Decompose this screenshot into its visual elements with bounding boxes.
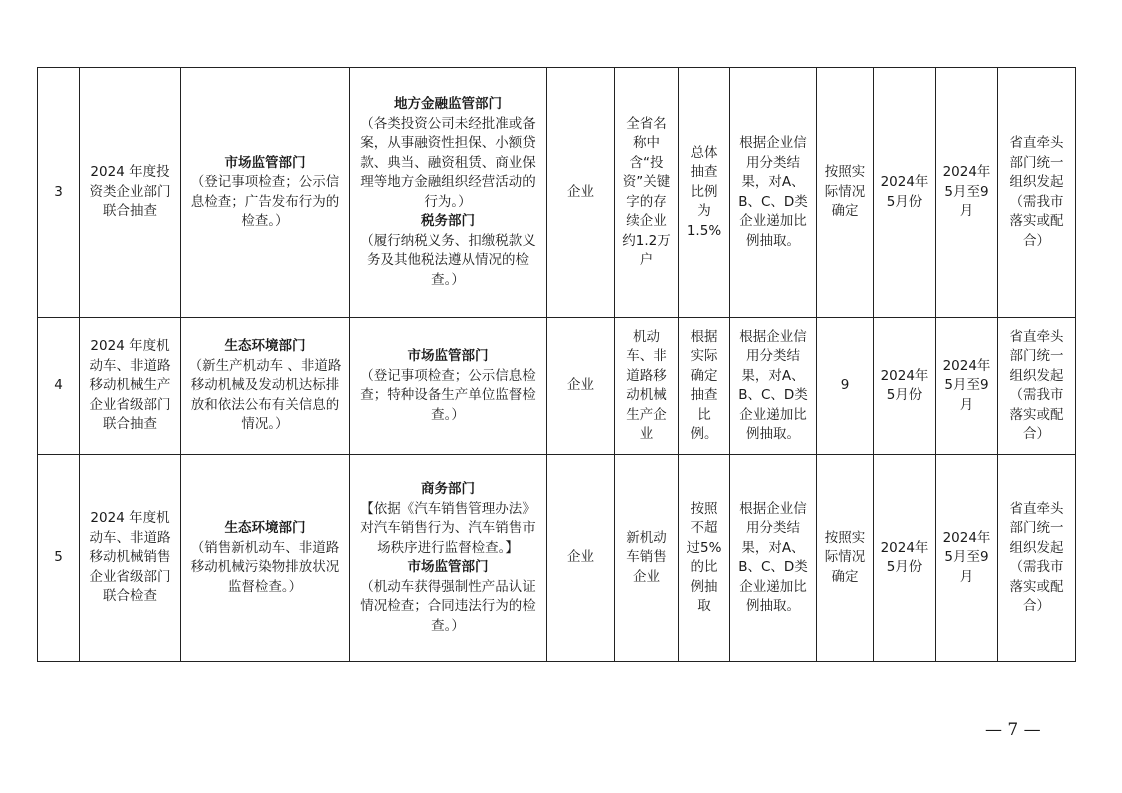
lead-department-cell (181, 455, 350, 662)
remarks: 省直牵头部门统一组织发起（需我市落实或配合） (998, 318, 1076, 455)
inspection-plan-table (37, 67, 1076, 662)
task-name: 2024 年度机动车、非道路移动机械销售企业省级部门联合检查 (80, 455, 181, 662)
table-row (38, 68, 1076, 318)
joint-department-name: 商务部门 (421, 481, 475, 497)
inspection-scope: 机动车、非道路移动机械生产企业 (615, 318, 679, 455)
joint-departments-cell (350, 68, 547, 318)
table-row (38, 318, 1076, 455)
inspection-scope: 新机动车销售企业 (615, 455, 679, 662)
lead-department-cell (181, 68, 350, 318)
lead-department-name: 市场监管部门 (224, 154, 306, 171)
remarks: 省直牵头部门统一组织发起（需我市落实或配合） (998, 455, 1076, 662)
lead-department-items: （销售新机动车、非道路移动机械污染物排放状况监督检查。） (190, 539, 340, 595)
implementation-period: 2024年5月至9月 (936, 68, 998, 318)
lead-department-items: （登记事项检查；公示信息检查；广告发布行为的检查。） (190, 174, 340, 229)
task-name: 2024 年度机动车、非道路移动机械生产企业省级部门联合抽查 (80, 318, 181, 455)
sampling-ratio: 总体抽查比例为1.5% (679, 68, 730, 318)
implementation-period: 2024年5月至9月 (936, 455, 998, 662)
joint-department-name: 市场监管部门 (407, 348, 489, 364)
joint-departments-cell (350, 318, 547, 455)
implementation-period: 2024年5月至9月 (936, 318, 998, 455)
sampling-method: 根据企业信用分类结果，对A、B、C、D类企业递加比例抽取。 (730, 68, 817, 318)
sampling-ratio: 根据实际确定抽查比例。 (679, 318, 730, 455)
lead-department-name: 生态环境部门 (224, 520, 306, 536)
start-time: 2024年5月份 (874, 455, 936, 662)
object-type: 企业 (547, 455, 615, 662)
inspection-count: 按照实际情况确定 (817, 455, 874, 662)
row-number: 4 (38, 318, 80, 455)
object-type: 企业 (547, 318, 615, 455)
row-number: 5 (38, 455, 80, 662)
sampling-method: 根据企业信用分类结果，对A、B、C、D类企业递加比例抽取。 (730, 318, 817, 455)
inspection-count: 按照实际情况确定 (817, 68, 874, 318)
joint-department-name: 地方金融监管部门 (394, 96, 502, 112)
sampling-method: 根据企业信用分类结果，对A、B、C、D类企业递加比例抽取。 (730, 455, 817, 662)
inspection-scope: 全省名称中含“投资”关键字的存续企业约1.2万户 (615, 68, 679, 318)
object-type: 企业 (547, 68, 615, 318)
joint-department-items: （登记事项检查；公示信息检查；特种设备生产单位监督检查。） (360, 367, 536, 423)
joint-departments-cell (350, 455, 547, 662)
inspection-count: 9 (817, 318, 874, 455)
lead-department-cell (181, 318, 350, 455)
remarks: 省直牵头部门统一组织发起（需我市落实或配合） (998, 68, 1076, 318)
lead-department-items: （新生产机动车 、非道路移动机械及发动机达标排放和依法公布有关信息的情况。） (188, 357, 342, 433)
task-name: 2024 年度投资类企业部门联合抽查 (80, 68, 181, 318)
joint-department-items: （履行纳税义务、扣缴税款义务及其他税法遵从情况的检查。） (360, 232, 536, 288)
joint-department-items: （各类投资公司未经批准或备案，从事融资性担保、小额贷款、典当、融资租赁、商业保理等地方金融组织经营活动的行为。） (360, 115, 536, 210)
sampling-ratio: 按照不超过5%的比例抽取 (679, 455, 730, 662)
table-row (38, 455, 1076, 662)
joint-department-items: （机动车获得强制性产品认证情况检查；合同违法行为的检查。） (360, 578, 536, 634)
joint-department-name: 税务部门 (421, 213, 475, 229)
row-number: 3 (38, 68, 80, 318)
joint-department-name: 市场监管部门 (407, 559, 489, 575)
page-number: — 7 — (985, 720, 1041, 740)
start-time: 2024年5月份 (874, 318, 936, 455)
joint-department-items: 【依据《汽车销售管理办法》对汽车销售行为、汽车销售市场秩序进行监督检查。】 (360, 500, 536, 556)
lead-department-name: 生态环境部门 (224, 338, 306, 355)
start-time: 2024年5月份 (874, 68, 936, 318)
